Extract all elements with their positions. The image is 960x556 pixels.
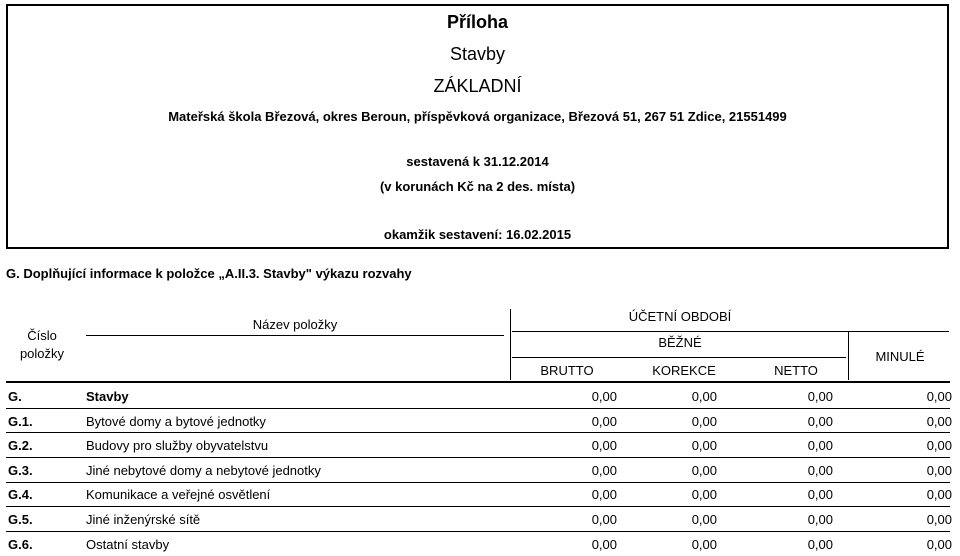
section-title: G. Doplňující informace k položce „A.II.3. Stavby" výkazu rozvahy <box>6 266 412 281</box>
row-korekce: 0,00 <box>691 536 717 552</box>
col-header-previous: MINULÉ <box>875 349 925 364</box>
header-rule-current <box>512 357 846 358</box>
header-bottom-rule <box>6 381 950 383</box>
col-header-korekce: KOREKCE <box>652 363 716 378</box>
row-minule: 0,00 <box>926 511 952 527</box>
row-netto: 0,00 <box>807 536 833 552</box>
table-row <box>0 507 960 532</box>
row-minule: 0,00 <box>926 462 952 478</box>
report-subtitle: Stavby <box>449 44 506 64</box>
row-korekce: 0,00 <box>691 389 717 404</box>
table-row <box>0 409 960 434</box>
row-code: G.4. <box>8 487 33 503</box>
table-row <box>0 458 960 483</box>
row-korekce: 0,00 <box>691 462 717 478</box>
row-name: Bytové domy a bytové jednotky <box>86 413 266 429</box>
compiled-as-of: sestavená k 31.12.2014 <box>406 154 549 169</box>
col-header-number <box>12 327 72 363</box>
row-name: Komunikace a veřejné osvětlení <box>86 487 271 503</box>
row-code: G.6. <box>8 536 33 552</box>
col-header-name: Název položky <box>252 317 338 332</box>
header-divider-right <box>848 331 849 380</box>
row-netto: 0,00 <box>807 511 833 527</box>
row-korekce: 0,00 <box>691 487 717 503</box>
row-separator <box>6 482 950 483</box>
organization-line: Mateřská škola Březová, okres Beroun, příspěvková organizace, Březová 51, 267 51 Zdice, 21551499 <box>168 109 787 124</box>
col-header-cislo: Číslo <box>27 328 57 343</box>
col-header-polozky: položky <box>19 346 65 361</box>
compiled-moment: okamžik sestavení: 16.02.2015 <box>383 227 572 242</box>
header-rule-name <box>86 335 504 336</box>
row-netto: 0,00 <box>807 389 833 404</box>
table-row <box>0 433 960 458</box>
report-title: Příloha <box>446 12 508 32</box>
row-brutto: 0,00 <box>591 487 617 503</box>
col-header-netto: NETTO <box>774 363 818 378</box>
report-variant: ZÁKLADNÍ <box>433 76 522 96</box>
row-name: Ostatní stavby <box>86 536 170 552</box>
row-name: Budovy pro služby obyvatelstvu <box>86 438 269 454</box>
row-brutto: 0,00 <box>591 389 617 404</box>
row-brutto: 0,00 <box>591 536 617 552</box>
row-netto: 0,00 <box>807 487 833 503</box>
header-rule-period <box>512 331 949 332</box>
row-code: G.1. <box>8 413 33 429</box>
row-netto: 0,00 <box>807 462 833 478</box>
row-netto: 0,00 <box>807 413 833 429</box>
row-netto: 0,00 <box>807 438 833 454</box>
row-separator <box>6 506 950 507</box>
row-separator <box>6 432 950 433</box>
table-row <box>0 384 960 409</box>
row-minule: 0,00 <box>926 389 952 404</box>
units-note: (v korunách Kč na 2 des. místa) <box>379 179 576 194</box>
row-code: G.2. <box>8 438 33 454</box>
row-separator <box>6 408 950 409</box>
row-korekce: 0,00 <box>691 511 717 527</box>
row-name: Jiné nebytové domy a nebytové jednotky <box>86 462 321 478</box>
row-brutto: 0,00 <box>591 438 617 454</box>
table-row <box>0 532 960 556</box>
row-minule: 0,00 <box>926 536 952 552</box>
col-header-brutto: BRUTTO <box>540 363 594 378</box>
row-brutto: 0,00 <box>591 413 617 429</box>
row-brutto: 0,00 <box>591 511 617 527</box>
row-minule: 0,00 <box>926 438 952 454</box>
row-code: G.3. <box>8 462 33 478</box>
header-divider-left <box>510 309 511 380</box>
row-code: G. <box>8 389 22 404</box>
row-korekce: 0,00 <box>691 438 717 454</box>
row-minule: 0,00 <box>926 487 952 503</box>
table-row <box>0 482 960 507</box>
row-name: Stavby <box>86 389 129 404</box>
col-header-current: BĚŽNÉ <box>658 335 702 350</box>
row-code: G.5. <box>8 511 33 527</box>
report-header-box <box>6 4 949 249</box>
row-separator <box>6 457 950 458</box>
row-separator <box>6 531 950 532</box>
row-brutto: 0,00 <box>591 462 617 478</box>
col-header-accounting-period: ÚČETNÍ OBDOBÍ <box>628 309 732 324</box>
row-name: Jiné inženýrské sítě <box>86 511 201 527</box>
row-korekce: 0,00 <box>691 413 717 429</box>
row-minule: 0,00 <box>926 413 952 429</box>
